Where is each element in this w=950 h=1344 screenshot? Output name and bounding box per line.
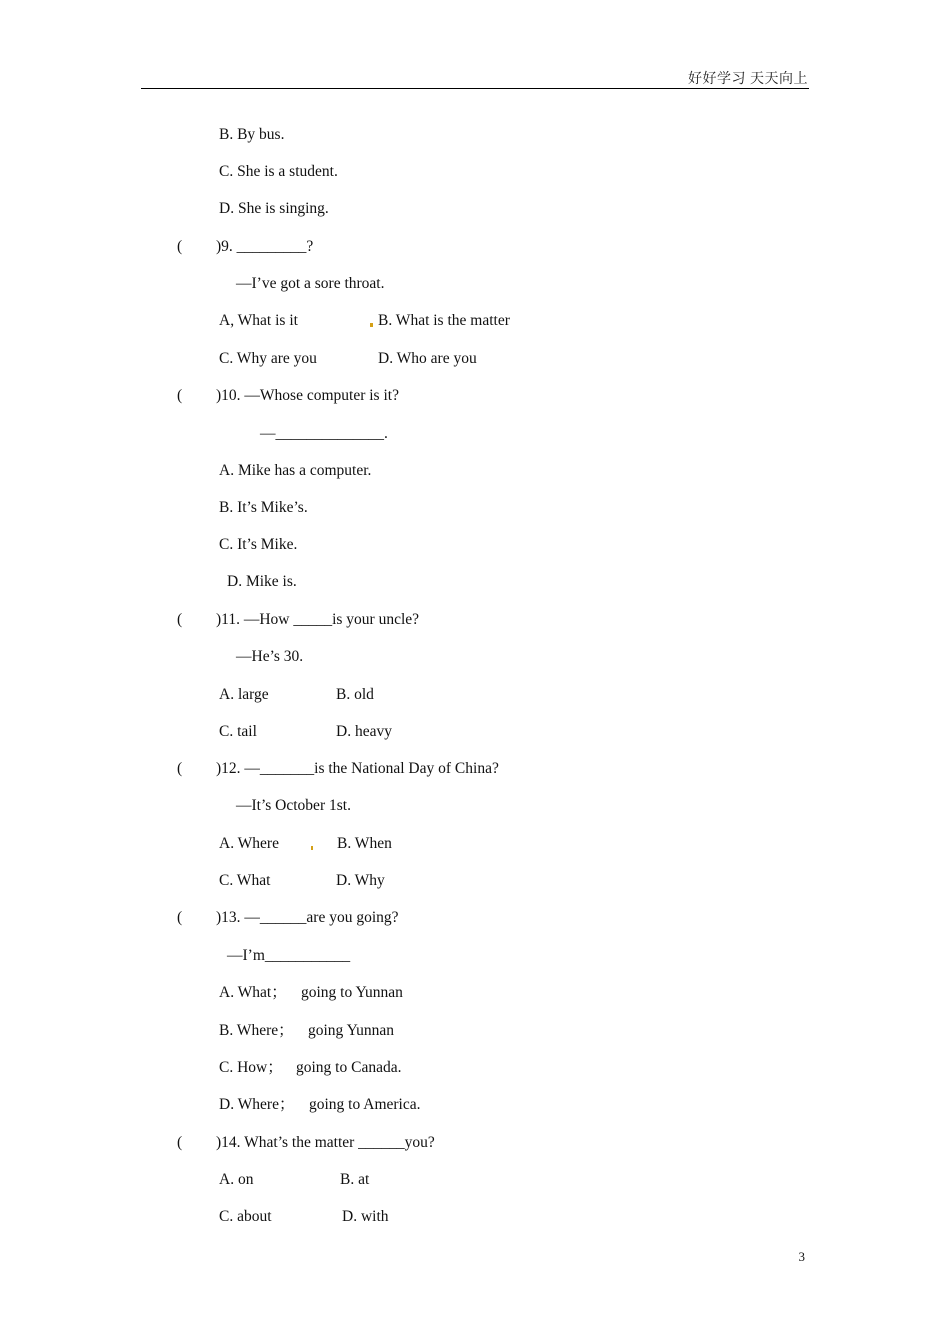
q10-answer-paren: ( — [177, 387, 183, 404]
q10-prompt: )10. —Whose computer is it? — [216, 387, 399, 404]
q14-option-c: C. about — [219, 1208, 272, 1225]
q14-option-a: A. on — [219, 1171, 254, 1188]
q10-option-a: A. Mike has a computer. — [219, 462, 372, 479]
q12-answer-paren: ( — [177, 760, 183, 777]
q9-option-b: B. What is the matter — [378, 312, 510, 329]
q14-prompt: )14. What’s the matter ______you? — [216, 1134, 435, 1151]
q14-option-b: B. at — [340, 1171, 370, 1188]
q9-answer-paren: ( — [177, 238, 183, 255]
q10-option-c: C. It’s Mike. — [219, 536, 298, 553]
q13-answer-paren: ( — [177, 909, 183, 926]
header-divider — [141, 88, 809, 89]
q9-option-a: A, What is it — [219, 312, 298, 329]
q13-response: —I’m___________ — [227, 947, 351, 964]
q12-option-c: C. What — [219, 872, 271, 889]
q8-option-d: D. She is singing. — [219, 200, 329, 217]
q14-option-d: D. with — [342, 1208, 389, 1225]
q10-response: —______________. — [260, 425, 388, 442]
q11-option-c: C. tail — [219, 723, 257, 740]
q9-option-c: C. Why are you — [219, 350, 317, 367]
q8-option-b: B. By bus. — [219, 126, 285, 143]
q13-option-a-label: A. What； — [219, 984, 287, 1001]
q11-response: —He’s 30. — [236, 648, 304, 665]
q10-option-b: B. It’s Mike’s. — [219, 499, 308, 516]
q11-prompt: )11. —How _____is your uncle? — [216, 611, 420, 628]
q10-option-d: D. Mike is. — [227, 573, 297, 590]
q14-answer-paren: ( — [177, 1134, 183, 1151]
q9-response: —I’ve got a sore throat. — [236, 275, 385, 292]
q13-prompt: )13. —______are you going? — [216, 909, 399, 926]
q12-prompt: )12. —_______is the National Day of China? — [216, 760, 499, 777]
q9-prompt: )9. _________? — [216, 238, 314, 255]
q13-option-a-text: going to Yunnan — [301, 984, 403, 1001]
yellow-mark — [370, 323, 373, 327]
header-motto: 好好学习 天天向上 — [688, 72, 808, 87]
q11-option-b: B. old — [336, 686, 374, 703]
q12-option-b: B. When — [337, 835, 392, 852]
q12-option-d: D. Why — [336, 872, 385, 889]
q11-option-a: A. large — [219, 686, 269, 703]
q13-option-c-label: C. How； — [219, 1059, 283, 1076]
q11-answer-paren: ( — [177, 611, 183, 628]
q12-response: —It’s October 1st. — [236, 797, 351, 814]
page-number: 3 — [798, 1249, 805, 1264]
q13-option-c-text: going to Canada. — [296, 1059, 402, 1076]
q13-option-d-text: going to America. — [309, 1096, 421, 1113]
q13-option-d-label: D. Where； — [219, 1096, 295, 1113]
q13-option-b-text: going Yunnan — [308, 1022, 394, 1039]
q13-option-b-label: B. Where； — [219, 1022, 294, 1039]
q12-option-a: A. Where — [219, 835, 279, 852]
q9-option-d: D. Who are you — [378, 350, 477, 367]
q8-option-c: C. She is a student. — [219, 163, 338, 180]
yellow-mark — [311, 846, 313, 850]
q11-option-d: D. heavy — [336, 723, 392, 740]
